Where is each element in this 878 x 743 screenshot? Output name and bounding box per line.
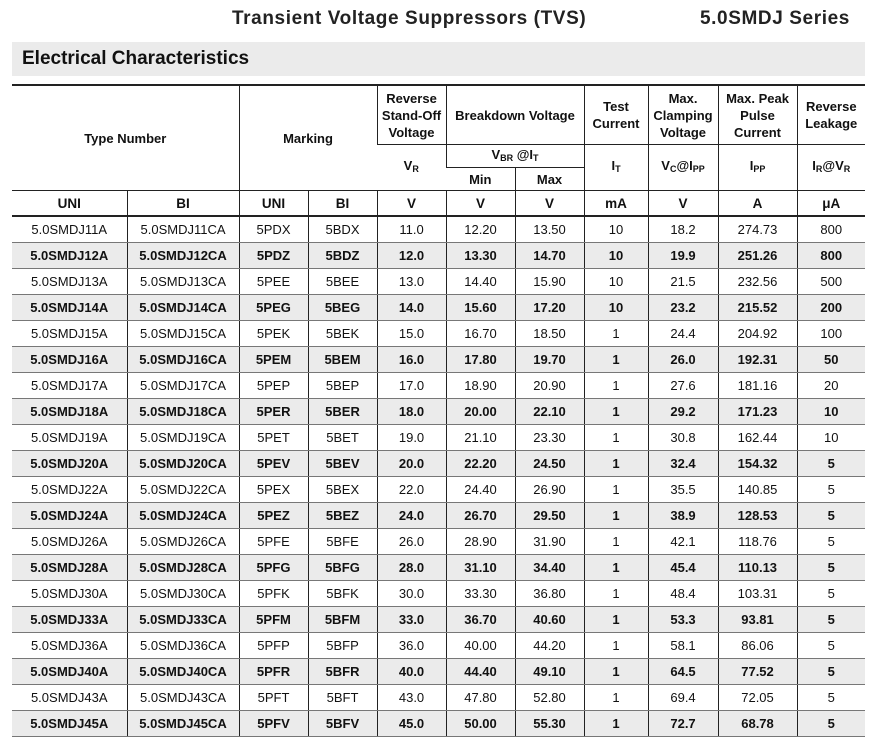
cell-marking-bi: 5BET	[308, 425, 377, 451]
cell-vr: 36.0	[377, 633, 446, 659]
cell-ipp: 232.56	[718, 269, 797, 295]
cell-vbr-min: 31.10	[446, 555, 515, 581]
cell-ipp: 140.85	[718, 477, 797, 503]
cell-marking-uni: 5PFM	[239, 607, 308, 633]
cell-type-bi: 5.0SMDJ15CA	[127, 321, 239, 347]
cell-marking-bi: 5BEG	[308, 295, 377, 321]
cell-marking-uni: 5PEE	[239, 269, 308, 295]
col-group-max-peak-pulse: Max. Peak Pulse Current	[718, 85, 797, 145]
cell-ir: 500	[797, 269, 865, 295]
table-row	[12, 399, 865, 425]
cell-vbr-min: 17.80	[446, 347, 515, 373]
cell-it: 1	[584, 399, 648, 425]
unit-marking-bi: BI	[308, 191, 377, 217]
cell-vbr-max: 49.10	[515, 659, 584, 685]
col-group-test-current: Test Current	[584, 85, 648, 145]
cell-vc: 45.4	[648, 555, 718, 581]
cell-vbr-max: 15.90	[515, 269, 584, 295]
unit-ir: μA	[797, 191, 865, 217]
cell-vbr-min: 21.10	[446, 425, 515, 451]
symbol-vc: $V_C@I_{PP}$	[648, 145, 718, 191]
cell-marking-uni: 5PFT	[239, 685, 308, 711]
cell-ir: 5	[797, 633, 865, 659]
cell-type-uni: 5.0SMDJ16A	[12, 347, 127, 373]
table-row	[12, 216, 865, 243]
cell-vc: 38.9	[648, 503, 718, 529]
cell-it: 1	[584, 503, 648, 529]
cell-ipp: 162.44	[718, 425, 797, 451]
table-row	[12, 607, 865, 633]
cell-vbr-max: 52.80	[515, 685, 584, 711]
cell-it: 1	[584, 711, 648, 737]
cell-vc: 26.0	[648, 347, 718, 373]
cell-marking-uni: 5PEZ	[239, 503, 308, 529]
cell-type-uni: 5.0SMDJ26A	[12, 529, 127, 555]
cell-ipp: 171.23	[718, 399, 797, 425]
cell-vbr-max: 22.10	[515, 399, 584, 425]
symbol-vbr: $V_{BR}$ $@I_T$	[446, 145, 584, 168]
cell-ipp: 274.73	[718, 216, 797, 243]
cell-it: 10	[584, 269, 648, 295]
table-row	[12, 477, 865, 503]
cell-marking-uni: 5PDZ	[239, 243, 308, 269]
section-title: Electrical Characteristics	[22, 48, 250, 69]
cell-marking-bi: 5BEX	[308, 477, 377, 503]
cell-it: 1	[584, 451, 648, 477]
table-row	[12, 451, 865, 477]
cell-ipp: 68.78	[718, 711, 797, 737]
header-min: Min	[446, 168, 515, 191]
cell-type-bi: 5.0SMDJ30CA	[127, 581, 239, 607]
unit-ipp: A	[718, 191, 797, 217]
cell-vc: 69.4	[648, 685, 718, 711]
cell-vc: 29.2	[648, 399, 718, 425]
cell-type-uni: 5.0SMDJ17A	[12, 373, 127, 399]
cell-marking-uni: 5PEX	[239, 477, 308, 503]
cell-type-uni: 5.0SMDJ12A	[12, 243, 127, 269]
table-row	[12, 373, 865, 399]
cell-marking-bi: 5BEK	[308, 321, 377, 347]
cell-vr: 24.0	[377, 503, 446, 529]
cell-vbr-max: 29.50	[515, 503, 584, 529]
table-row	[12, 503, 865, 529]
cell-marking-uni: 5PDX	[239, 216, 308, 243]
unit-type-bi: BI	[127, 191, 239, 217]
cell-vr: 12.0	[377, 243, 446, 269]
cell-vr: 19.0	[377, 425, 446, 451]
unit-vc: V	[648, 191, 718, 217]
header-row-units	[12, 191, 865, 217]
cell-ir: 800	[797, 243, 865, 269]
cell-ipp: 128.53	[718, 503, 797, 529]
table-row	[12, 581, 865, 607]
cell-marking-bi: 5BEZ	[308, 503, 377, 529]
unit-vbr-min: V	[446, 191, 515, 217]
cell-vbr-min: 24.40	[446, 477, 515, 503]
cell-marking-uni: 5PEV	[239, 451, 308, 477]
cell-ir: 10	[797, 399, 865, 425]
cell-ir: 5	[797, 503, 865, 529]
cell-type-uni: 5.0SMDJ20A	[12, 451, 127, 477]
cell-vc: 53.3	[648, 607, 718, 633]
cell-type-uni: 5.0SMDJ19A	[12, 425, 127, 451]
cell-type-bi: 5.0SMDJ24CA	[127, 503, 239, 529]
cell-it: 10	[584, 243, 648, 269]
cell-vbr-min: 26.70	[446, 503, 515, 529]
cell-it: 1	[584, 529, 648, 555]
cell-vc: 48.4	[648, 581, 718, 607]
cell-vbr-max: 20.90	[515, 373, 584, 399]
cell-ir: 800	[797, 216, 865, 243]
cell-ipp: 118.76	[718, 529, 797, 555]
cell-vc: 35.5	[648, 477, 718, 503]
cell-marking-bi: 5BFM	[308, 607, 377, 633]
cell-vr: 13.0	[377, 269, 446, 295]
cell-marking-uni: 5PFE	[239, 529, 308, 555]
cell-vbr-max: 19.70	[515, 347, 584, 373]
cell-it: 1	[584, 347, 648, 373]
col-group-type-number: Type Number	[12, 85, 239, 191]
cell-type-uni: 5.0SMDJ22A	[12, 477, 127, 503]
cell-type-uni: 5.0SMDJ11A	[12, 216, 127, 243]
cell-ir: 5	[797, 555, 865, 581]
table-row	[12, 633, 865, 659]
cell-marking-bi: 5BEE	[308, 269, 377, 295]
cell-marking-bi: 5BFR	[308, 659, 377, 685]
cell-ir: 50	[797, 347, 865, 373]
cell-marking-uni: 5PEG	[239, 295, 308, 321]
cell-vbr-min: 16.70	[446, 321, 515, 347]
cell-type-uni: 5.0SMDJ24A	[12, 503, 127, 529]
cell-ir: 5	[797, 529, 865, 555]
cell-type-uni: 5.0SMDJ45A	[12, 711, 127, 737]
cell-vr: 33.0	[377, 607, 446, 633]
cell-vc: 64.5	[648, 659, 718, 685]
cell-ipp: 72.05	[718, 685, 797, 711]
unit-type-uni: UNI	[12, 191, 127, 217]
cell-vr: 18.0	[377, 399, 446, 425]
cell-vbr-max: 44.20	[515, 633, 584, 659]
cell-marking-bi: 5BFT	[308, 685, 377, 711]
symbol-ipp: $I_{PP}$	[718, 145, 797, 191]
cell-vc: 30.8	[648, 425, 718, 451]
cell-type-bi: 5.0SMDJ40CA	[127, 659, 239, 685]
electrical-characteristics-table	[12, 84, 865, 737]
cell-ipp: 215.52	[718, 295, 797, 321]
cell-type-bi: 5.0SMDJ13CA	[127, 269, 239, 295]
cell-it: 1	[584, 373, 648, 399]
cell-type-bi: 5.0SMDJ22CA	[127, 477, 239, 503]
cell-vc: 72.7	[648, 711, 718, 737]
cell-vbr-min: 40.00	[446, 633, 515, 659]
symbol-it: $I_T$	[584, 145, 648, 191]
table-body	[12, 216, 865, 737]
unit-it: mA	[584, 191, 648, 217]
cell-ipp: 77.52	[718, 659, 797, 685]
cell-ir: 20	[797, 373, 865, 399]
cell-marking-uni: 5PFV	[239, 711, 308, 737]
symbol-ir: $I_R@V_R$	[797, 145, 865, 191]
cell-vbr-min: 15.60	[446, 295, 515, 321]
cell-ir: 5	[797, 659, 865, 685]
cell-vr: 43.0	[377, 685, 446, 711]
cell-vr: 45.0	[377, 711, 446, 737]
table-row	[12, 295, 865, 321]
cell-type-bi: 5.0SMDJ28CA	[127, 555, 239, 581]
cell-vr: 17.0	[377, 373, 446, 399]
cell-type-bi: 5.0SMDJ33CA	[127, 607, 239, 633]
table-row	[12, 685, 865, 711]
cell-type-bi: 5.0SMDJ17CA	[127, 373, 239, 399]
cell-it: 1	[584, 659, 648, 685]
table-row	[12, 529, 865, 555]
series-title: 5.0SMDJ Series	[700, 8, 850, 29]
cell-type-uni: 5.0SMDJ36A	[12, 633, 127, 659]
symbol-vr: $V_R$	[377, 145, 446, 191]
cell-vbr-max: 31.90	[515, 529, 584, 555]
cell-it: 1	[584, 685, 648, 711]
col-group-max-clamping: Max. Clamping Voltage	[648, 85, 718, 145]
cell-vbr-max: 13.50	[515, 216, 584, 243]
col-group-marking: Marking	[239, 85, 377, 191]
cell-vc: 21.5	[648, 269, 718, 295]
cell-vbr-min: 13.30	[446, 243, 515, 269]
cell-vc: 27.6	[648, 373, 718, 399]
cell-vbr-min: 12.20	[446, 216, 515, 243]
cell-vbr-min: 14.40	[446, 269, 515, 295]
cell-marking-uni: 5PFP	[239, 633, 308, 659]
header-row-groups	[12, 85, 865, 145]
cell-marking-bi: 5BFE	[308, 529, 377, 555]
table-row	[12, 321, 865, 347]
cell-type-bi: 5.0SMDJ19CA	[127, 425, 239, 451]
cell-vbr-max: 14.70	[515, 243, 584, 269]
table-row	[12, 659, 865, 685]
cell-marking-bi: 5BER	[308, 399, 377, 425]
cell-marking-bi: 5BDX	[308, 216, 377, 243]
cell-it: 1	[584, 555, 648, 581]
cell-type-bi: 5.0SMDJ26CA	[127, 529, 239, 555]
cell-it: 1	[584, 607, 648, 633]
cell-vr: 30.0	[377, 581, 446, 607]
cell-vbr-max: 23.30	[515, 425, 584, 451]
cell-type-bi: 5.0SMDJ45CA	[127, 711, 239, 737]
cell-ipp: 93.81	[718, 607, 797, 633]
cell-it: 1	[584, 425, 648, 451]
cell-type-uni: 5.0SMDJ14A	[12, 295, 127, 321]
cell-vbr-min: 36.70	[446, 607, 515, 633]
cell-ir: 5	[797, 711, 865, 737]
cell-marking-bi: 5BFG	[308, 555, 377, 581]
cell-ir: 5	[797, 685, 865, 711]
cell-type-uni: 5.0SMDJ15A	[12, 321, 127, 347]
cell-marking-bi: 5BFK	[308, 581, 377, 607]
cell-marking-uni: 5PFK	[239, 581, 308, 607]
cell-ipp: 110.13	[718, 555, 797, 581]
section-header	[12, 42, 865, 76]
cell-vc: 18.2	[648, 216, 718, 243]
cell-type-bi: 5.0SMDJ43CA	[127, 685, 239, 711]
cell-vbr-min: 28.90	[446, 529, 515, 555]
page-header	[0, 0, 878, 40]
cell-type-bi: 5.0SMDJ11CA	[127, 216, 239, 243]
cell-ir: 200	[797, 295, 865, 321]
cell-vbr-min: 44.40	[446, 659, 515, 685]
cell-marking-uni: 5PER	[239, 399, 308, 425]
table-row	[12, 425, 865, 451]
cell-type-uni: 5.0SMDJ33A	[12, 607, 127, 633]
cell-marking-uni: 5PEP	[239, 373, 308, 399]
cell-type-bi: 5.0SMDJ14CA	[127, 295, 239, 321]
cell-vc: 19.9	[648, 243, 718, 269]
table-row	[12, 269, 865, 295]
table-row	[12, 555, 865, 581]
cell-marking-bi: 5BDZ	[308, 243, 377, 269]
cell-ir: 5	[797, 607, 865, 633]
header-max: Max	[515, 168, 584, 191]
cell-ir: 10	[797, 425, 865, 451]
cell-type-uni: 5.0SMDJ30A	[12, 581, 127, 607]
cell-vr: 28.0	[377, 555, 446, 581]
cell-type-bi: 5.0SMDJ18CA	[127, 399, 239, 425]
table-row	[12, 347, 865, 373]
cell-vbr-max: 24.50	[515, 451, 584, 477]
cell-it: 1	[584, 633, 648, 659]
cell-type-uni: 5.0SMDJ13A	[12, 269, 127, 295]
cell-marking-uni: 5PEK	[239, 321, 308, 347]
cell-marking-bi: 5BEP	[308, 373, 377, 399]
cell-type-bi: 5.0SMDJ36CA	[127, 633, 239, 659]
cell-ipp: 103.31	[718, 581, 797, 607]
cell-vr: 22.0	[377, 477, 446, 503]
col-group-reverse-standoff: Reverse Stand-Off Voltage	[377, 85, 446, 145]
cell-vc: 23.2	[648, 295, 718, 321]
cell-it: 10	[584, 216, 648, 243]
cell-ir: 5	[797, 581, 865, 607]
cell-marking-bi: 5BEM	[308, 347, 377, 373]
cell-vr: 26.0	[377, 529, 446, 555]
cell-vbr-min: 22.20	[446, 451, 515, 477]
cell-vr: 40.0	[377, 659, 446, 685]
cell-type-bi: 5.0SMDJ20CA	[127, 451, 239, 477]
cell-it: 1	[584, 477, 648, 503]
cell-ipp: 204.92	[718, 321, 797, 347]
cell-vr: 16.0	[377, 347, 446, 373]
cell-type-uni: 5.0SMDJ28A	[12, 555, 127, 581]
cell-vbr-max: 26.90	[515, 477, 584, 503]
cell-vbr-min: 18.90	[446, 373, 515, 399]
cell-ipp: 86.06	[718, 633, 797, 659]
cell-type-bi: 5.0SMDJ16CA	[127, 347, 239, 373]
cell-marking-bi: 5BEV	[308, 451, 377, 477]
cell-marking-uni: 5PFG	[239, 555, 308, 581]
cell-vr: 15.0	[377, 321, 446, 347]
cell-it: 1	[584, 321, 648, 347]
cell-vr: 20.0	[377, 451, 446, 477]
cell-type-uni: 5.0SMDJ40A	[12, 659, 127, 685]
cell-vc: 32.4	[648, 451, 718, 477]
cell-vr: 14.0	[377, 295, 446, 321]
table-row	[12, 243, 865, 269]
col-group-reverse-leakage: Reverse Leakage	[797, 85, 865, 145]
cell-marking-uni: 5PFR	[239, 659, 308, 685]
cell-vbr-min: 33.30	[446, 581, 515, 607]
cell-ir: 5	[797, 451, 865, 477]
cell-vbr-min: 47.80	[446, 685, 515, 711]
cell-ir: 100	[797, 321, 865, 347]
table-row	[12, 711, 865, 737]
col-group-breakdown: Breakdown Voltage	[446, 85, 584, 145]
cell-vbr-max: 17.20	[515, 295, 584, 321]
cell-vc: 42.1	[648, 529, 718, 555]
unit-vr: V	[377, 191, 446, 217]
cell-it: 1	[584, 581, 648, 607]
cell-vr: 11.0	[377, 216, 446, 243]
cell-ir: 5	[797, 477, 865, 503]
cell-ipp: 181.16	[718, 373, 797, 399]
cell-type-bi: 5.0SMDJ12CA	[127, 243, 239, 269]
cell-vbr-min: 50.00	[446, 711, 515, 737]
cell-ipp: 192.31	[718, 347, 797, 373]
cell-vbr-max: 36.80	[515, 581, 584, 607]
cell-vbr-max: 34.40	[515, 555, 584, 581]
cell-vbr-max: 40.60	[515, 607, 584, 633]
cell-vc: 24.4	[648, 321, 718, 347]
unit-marking-uni: UNI	[239, 191, 308, 217]
cell-vbr-max: 55.30	[515, 711, 584, 737]
cell-ipp: 251.26	[718, 243, 797, 269]
unit-vbr-max: V	[515, 191, 584, 217]
cell-marking-uni: 5PEM	[239, 347, 308, 373]
cell-vbr-max: 18.50	[515, 321, 584, 347]
cell-marking-uni: 5PET	[239, 425, 308, 451]
document-title: Transient Voltage Suppressors (TVS)	[232, 8, 587, 29]
cell-marking-bi: 5BFV	[308, 711, 377, 737]
cell-type-uni: 5.0SMDJ43A	[12, 685, 127, 711]
cell-ipp: 154.32	[718, 451, 797, 477]
cell-marking-bi: 5BFP	[308, 633, 377, 659]
cell-vc: 58.1	[648, 633, 718, 659]
cell-vbr-min: 20.00	[446, 399, 515, 425]
cell-it: 10	[584, 295, 648, 321]
cell-type-uni: 5.0SMDJ18A	[12, 399, 127, 425]
